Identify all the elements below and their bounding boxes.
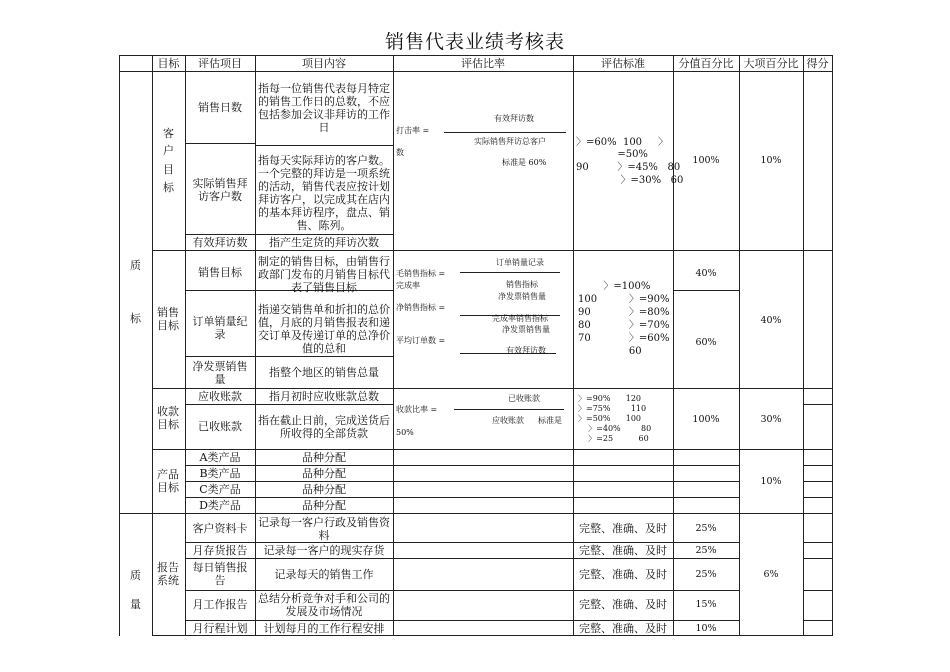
item-receivable: 应收账款 [198,390,242,403]
standard-monthly-plan: 完整、准确、及时 [579,622,667,635]
goal-customer-2: 户 [163,144,174,157]
goal-report: 报告系统 [157,561,179,587]
header-goal: 目标 [157,57,180,70]
standard3-line1: 〉=90% 120 [578,394,642,403]
content-daily-sales: 记录每天的销售工作 [274,568,374,581]
ratio1-left2: 数 [396,148,404,157]
standard2-line4: 80 〉=70% [578,320,670,331]
standard-customer-card: 完整、准确、及时 [579,522,667,535]
ratio2-label-b: 净销售指标 = [396,303,446,312]
ratio2-num-c: 净发票销售量 [502,325,550,334]
item-customer-card: 客户资料卡 [192,522,248,535]
ratio1-left: 打击率 = [396,126,430,135]
item-sales-days: 销售日数 [198,101,242,114]
ratio2-den-a: 销售指标 [506,280,538,289]
content-product-b: 品种分配 [302,467,346,480]
standard3-line4: 〉=40% 80 [578,424,652,433]
ratio1-denominator: 实际销售拜访总客户 [474,137,546,146]
item-product-a: A类产品 [199,451,241,464]
item-order-record: 订单销量纪录 [192,315,248,341]
ratio2-label-a2: 完成率 [396,281,420,290]
ratio1-numerator: 有效拜访数 [494,114,534,123]
content-product-a: 品种分配 [302,451,346,464]
standard2-line6: 60 [578,346,642,357]
standard3-line5: 〉=25 60 [578,434,649,443]
content-net-invoice: 指整个地区的销售总量 [269,366,379,379]
standard1-line2: =50% [576,149,648,160]
ratio3-fraction-line [454,409,564,410]
content-effective-visits: 指产生定货的拜访次数 [269,236,379,249]
content-monthly-work: 总结分析竞争对手和公司的发展及市场情况 [258,592,390,618]
score-collection: 100% [692,414,720,425]
item-effective-visits: 有效拜访数 [192,236,248,249]
score-daily-sales: 25% [695,569,717,580]
big-report: 6% [763,569,779,580]
ratio2-label-c: 平均订单数 = [396,336,446,345]
header-content: 项目内容 [302,57,346,70]
header-score: 得分 [806,57,829,70]
big-sales: 40% [760,315,782,326]
ratio2-num-b: 净发票销售量 [498,292,546,301]
big-collection: 30% [760,414,782,425]
standard1-line4: 〉=30% 60 [576,175,684,186]
header-big-pct: 大项百分比 [743,57,799,70]
header-standard: 评估标准 [601,57,645,70]
item-sales-target: 销售目标 [198,266,242,279]
standard2-line1: 〉=100% [578,281,651,292]
category-qty-1: 质 [130,569,141,582]
item-monthly-plan: 月行程计划 [192,622,248,635]
score-order: 60% [695,337,717,348]
content-product-c: 品种分配 [302,483,346,496]
standard1-line3: 90 〉=45% 80 [576,162,681,173]
category-qty-2: 量 [130,598,141,611]
standard-monthly-stock: 完整、准确、及时 [579,544,667,557]
content-receivable: 指月初时应收账款总数 [269,390,379,403]
category-quality-2: 标 [130,312,141,325]
score-monthly-stock: 25% [695,545,717,556]
item-product-b: B类产品 [199,467,241,480]
standard-daily-sales: 完整、准确、及时 [579,568,667,581]
item-monthly-stock: 月存货报告 [192,544,248,557]
score-monthly-plan: 10% [695,623,717,634]
content-monthly-stock: 记录每一客户的现实存货 [263,544,385,557]
ratio3-numerator: 已收账款 [508,394,540,403]
score-monthly-work: 15% [695,599,717,610]
item-net-invoice: 净发票销售量 [192,360,248,386]
item-monthly-work: 月工作报告 [192,598,248,611]
ratio2-label-a1: 毛销售指标 = [396,269,446,278]
standard3-line2: 〉=75% 110 [578,404,647,413]
content-order-record: 指递交销售单和折扣的总价值，月底的月销售报表和递交订单及传递订单的总净价值的总和 [258,303,390,355]
ratio1-fraction-line [444,132,566,133]
content-actual-visits: 指每天实际拜访的客户数。一个完整的拜访是一项系统的活动，销售代表应按计划拜访客户，以完成其在店内的基本拜访程序，盘点、销售、陈列。 [258,154,390,232]
content-customer-card: 记录每一客户行政及销售资料 [258,516,390,542]
goal-sales: 销售目标 [157,306,179,332]
item-actual-visits: 实际销售拜访客户数 [192,177,248,203]
item-product-c: C类产品 [199,483,241,496]
standard1-line1: 〉=60% 100 〉 [576,137,668,148]
goal-product: 产品目标 [157,468,179,494]
ratio3-percent: 50% [396,428,414,437]
item-daily-sales: 每日销售报告 [192,561,248,587]
ratio2-den-c: 有效拜访数 [506,346,546,355]
ratio3-denominator: 应收账款 [492,416,524,425]
score-customer: 100% [692,155,720,166]
ratio3-label: 收款比率 = [396,405,438,414]
category-quality-1: 质 [130,259,141,272]
ratio2-den-b: 完成率销售指标 [492,314,548,323]
item-received: 已收账款 [198,420,242,433]
standard-monthly-work: 完整、准确、及时 [579,598,667,611]
goal-customer-4: 标 [163,181,174,194]
ratio3-standard: 标准是 [538,416,562,425]
content-sales-target: 制定的销售目标，由销售行政部门发布的月销售目标代表了销售目标 [258,255,390,294]
ratio2-line-a [460,272,560,273]
item-product-d: D类产品 [199,499,241,512]
ratio2-num-a: 订单销量记录 [496,258,544,267]
content-sales-days: 指每一位销售代表每月特定的销售工作日的总数，不应包括参加会议非拜访的工作日 [258,82,390,134]
standard2-line2: 100 〉=90% [578,294,670,305]
big-customer: 10% [760,155,782,166]
header-score-pct: 分值百分比 [678,57,734,70]
standard2-line3: 90 〉=80% [578,307,670,318]
standard2-line5: 70 〉=60% [578,333,670,344]
standard3-line3: 〉=50% 100 [578,414,642,423]
score-sales-target: 40% [695,268,717,279]
score-customer-card: 25% [695,523,717,534]
content-received: 指在截止日前，完成送货后所收得的全部货款 [258,414,390,440]
content-product-d: 品种分配 [302,499,346,512]
big-product: 10% [760,476,782,487]
goal-collection: 收款目标 [157,405,179,431]
goal-customer-3: 目 [163,163,174,176]
ratio1-standard: 标准是 60% [502,158,547,167]
header-ratio: 评估比率 [461,57,505,70]
header-item: 评估项目 [198,57,242,70]
goal-customer-1: 客 [163,127,174,140]
page-title: 销售代表业绩考核表 [384,31,565,53]
content-monthly-plan: 计划每月的工作行程安排 [263,622,385,635]
